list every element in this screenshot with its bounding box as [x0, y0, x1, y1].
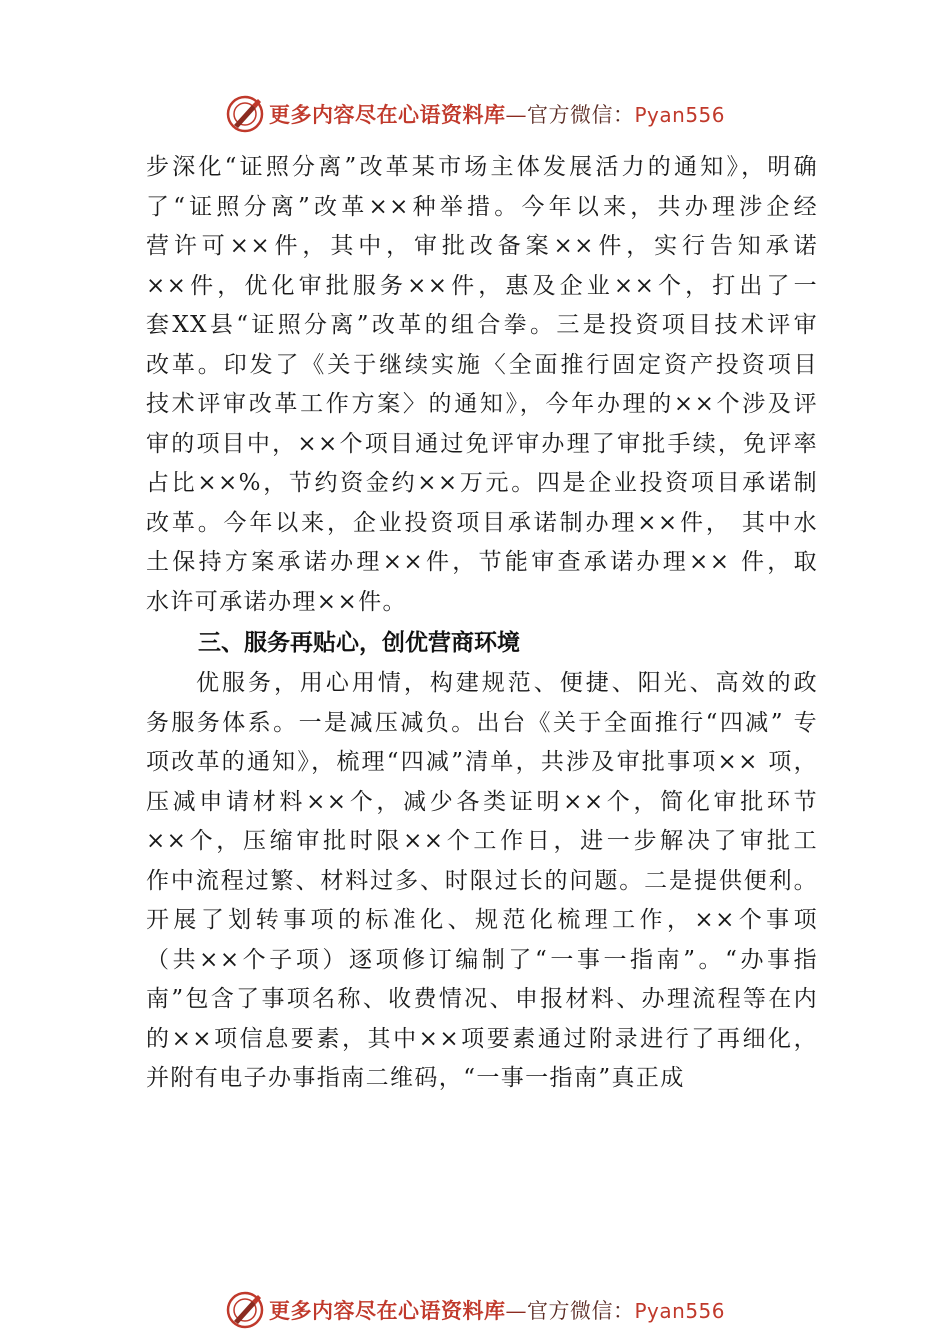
paragraph-line: 并附有电子办事指南二维码，“一事一指南”真正成 — [146, 1065, 685, 1091]
paragraph-line: 优服务，用心用情，构建规范、便捷、阳光、高效的政 — [196, 670, 818, 696]
document-body — [146, 148, 818, 1099]
paragraph-line: 南”包含了事项名称、收费情况、申报材料、办理流程等在内 — [146, 986, 818, 1012]
paragraph-line: 套XX县“证照分离”改革的组合拳。三是投资项目技术评审 — [146, 312, 818, 338]
pen-logo-icon — [225, 94, 265, 134]
paragraph-line: 技术评审改革工作方案〉的通知》，今年办理的××个涉及评 — [146, 391, 818, 417]
pen-logo-icon — [225, 1290, 265, 1330]
paragraph-line: 压减申请材料××个，减少各类证明××个，简化审批环节 — [146, 788, 818, 815]
section-heading: 三、服务再贴心，创优营商环境 — [198, 630, 520, 656]
header-banner — [0, 94, 950, 134]
banner-text: 更多内容尽在心语资料库—官方微信：Pyan556 — [268, 1298, 725, 1323]
paragraph-line: （共××个子项）逐项修订编制了“一事一指南”。“办事指 — [146, 946, 818, 973]
paragraph-line: 作中流程过繁、材料过多、时限过长的问题。二是提供便利。 — [146, 867, 818, 894]
paragraph-line: 营许可××件，其中，审批改备案××件，实行告知承诺 — [146, 233, 818, 259]
paragraph-line: 的××项信息要素，其中××项要素通过附录进行了再细化， — [146, 1025, 818, 1052]
paragraph-line: 务服务体系。一是减压减负。出台《关于全面推行“四减” 专 — [146, 709, 818, 736]
paragraph-line: ××件，优化审批服务××件，惠及企业××个，打出了一 — [146, 272, 818, 299]
footer-banner — [0, 1290, 950, 1330]
paragraph-line: 改革。今年以来，企业投资项目承诺制办理××件， 其中水 — [146, 509, 818, 536]
paragraph-line: 水许可承诺办理××件。 — [146, 588, 407, 615]
paragraph-line: 占比××%，节约资金约××万元。四是企业投资项目承诺制 — [146, 470, 818, 496]
paragraph-line: 土保持方案承诺办理××件，节能审查承诺办理×× 件，取 — [146, 549, 818, 575]
paragraph-line: 开展了划转事项的标准化、规范化梳理工作，××个事项 — [146, 907, 818, 933]
banner-text: 更多内容尽在心语资料库—官方微信：Pyan556 — [268, 102, 725, 127]
paragraph-line: 项改革的通知》，梳理“四减”清单，共涉及审批事项×× 项， — [146, 749, 818, 775]
paragraph-line: 审的项目中，××个项目通过免评审办理了审批手续，免评率 — [146, 430, 818, 457]
paragraph-line: 了“证照分离”改革××种举措。今年以来，共办理涉企经 — [146, 193, 818, 220]
paragraph-line: 步深化“证照分离”改革某市场主体发展活力的通知》，明确 — [146, 154, 818, 180]
paragraph-line: 改革。印发了《关于继续实施〈全面推行固定资产投资项目 — [146, 351, 818, 378]
paragraph-line: ××个，压缩审批时限××个工作日，进一步解决了审批工 — [146, 828, 818, 854]
